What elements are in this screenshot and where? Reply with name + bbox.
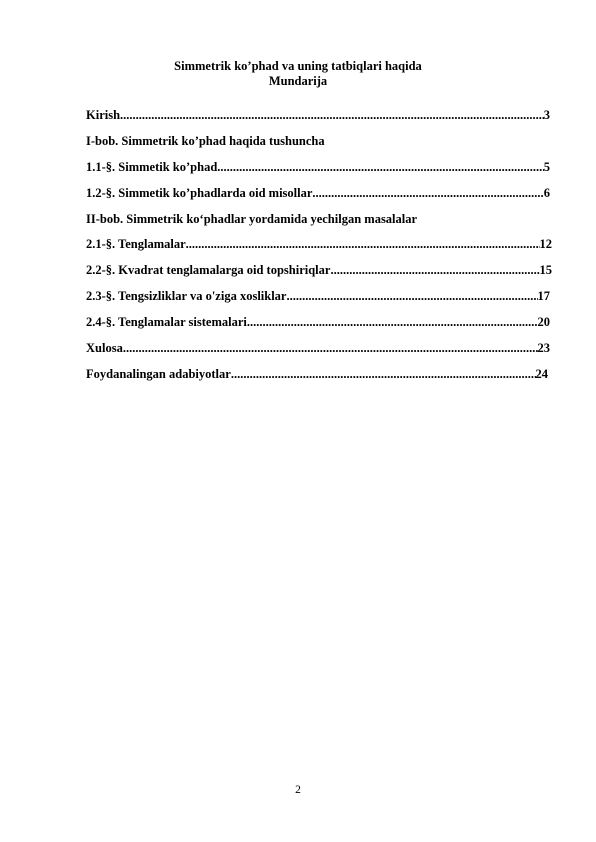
toc-chapter-2 xyxy=(86,207,550,233)
toc-entry-text: Kirish xyxy=(86,108,121,122)
toc-entry-page: 3 xyxy=(543,108,550,122)
toc-leader-dots xyxy=(217,155,543,181)
table-of-contents xyxy=(86,103,552,388)
document-title: Simmetrik ko’phad va uning tatbiqlari haqida xyxy=(174,59,422,73)
toc-entry-page: 12 xyxy=(539,237,552,252)
toc-chapter-1 xyxy=(86,129,550,155)
toc-entry-text: 2.1-§. Tenglamalar xyxy=(86,237,186,252)
toc-entry-text: II-bob. Simmetrik ko‘phadlar yordamida yechilgan masalalar xyxy=(86,211,418,226)
toc-entry-1-2 xyxy=(86,181,550,207)
toc-leader-dots xyxy=(330,258,539,284)
toc-entry-2-1 xyxy=(86,232,552,258)
toc-entry-page: 15 xyxy=(539,263,552,278)
toc-entry-2-3 xyxy=(86,284,550,310)
toc-entry-text: 2.2-§. Kvadrat tenglamalarga oid topshiriqlar xyxy=(86,263,331,278)
toc-entry-page: 6 xyxy=(543,185,550,200)
toc-entry-text: 2.4-§. Tenglamalar sistemalari xyxy=(86,315,247,330)
toc-entry-page: 20 xyxy=(537,315,550,330)
toc-entry-1-1 xyxy=(86,155,550,181)
toc-entry-page: 17 xyxy=(537,289,550,304)
toc-entry-kirish xyxy=(86,103,550,129)
toc-entry-page: 23 xyxy=(537,341,550,356)
toc-entry-text: I-bob. Simmetrik ko’phad haqida tushuncha xyxy=(86,133,325,148)
toc-entry-text: 2.3-§. Tengsizliklar va o'ziga xosliklar xyxy=(86,289,287,304)
toc-entry-page: 24 xyxy=(535,366,548,381)
toc-entry-2-4 xyxy=(86,310,550,336)
toc-entry-text: Xulosa xyxy=(86,341,123,356)
toc-leader-dots xyxy=(231,362,536,388)
toc-entry-text: Foydanalingan adabiyotlar xyxy=(86,366,231,381)
page-number: 2 xyxy=(295,784,301,796)
toc-entry-page: 5 xyxy=(543,159,550,174)
document-header xyxy=(0,59,596,89)
toc-heading: Mundarija xyxy=(268,74,328,88)
toc-entry-text: 1.2-§. Simmetik ko’phadlarda oid misollar xyxy=(86,185,313,200)
toc-leader-dots xyxy=(247,310,538,336)
toc-entry-2-2 xyxy=(86,258,552,284)
toc-entry-xulosa xyxy=(86,336,550,362)
toc-leader-dots xyxy=(123,336,538,362)
toc-leader-dots xyxy=(186,232,540,258)
toc-leader-dots xyxy=(286,284,537,310)
toc-leader-dots xyxy=(120,103,544,129)
toc-entry-adabiyotlar xyxy=(86,362,548,388)
toc-entry-text: 1.1-§. Simmetik ko’phad xyxy=(86,159,218,174)
toc-leader-dots xyxy=(312,181,543,207)
